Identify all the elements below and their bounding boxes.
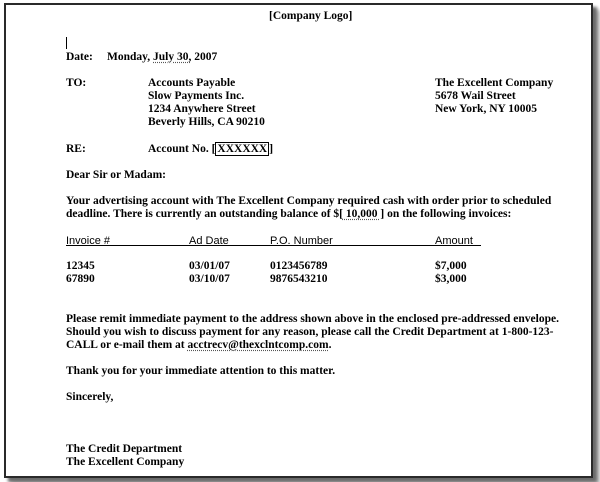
body-paragraph-2-line-3: CALL or e-mail them at acctrecv@thexclntcomp.com. (66, 339, 332, 351)
sender-line-3: New York, NY 10005 (435, 103, 538, 115)
account-reference: Account No. [ XXXXXX ] (148, 143, 274, 155)
table-row-2-po-number: 9876543210 (270, 273, 328, 285)
table-header-invoice: Invoice # (66, 235, 111, 247)
table-row-1-amount: $7,000 (435, 260, 467, 272)
email-address: acctrecv@thexclntcomp.com (187, 339, 329, 351)
balance-amount: 10,000 (342, 208, 381, 220)
text-cursor (66, 37, 67, 49)
re-label: RE: (66, 143, 86, 155)
body-paragraph-1-line-1: Your advertising account with The Excellent Company required cash with order prior to scheduled (66, 195, 552, 207)
body-paragraph-2-line-2: Should you wish to discuss payment for any reason, please call the Credit Department at 1-800-123- (66, 326, 554, 338)
table-row-2-amount: $3,000 (435, 273, 467, 285)
company-logo-placeholder: [Company Logo] (269, 10, 353, 22)
table-row-1-invoice: 12345 (66, 260, 95, 272)
to-label: TO: (66, 77, 87, 89)
date-month-day: July 30, (153, 51, 192, 63)
salutation: Dear Sir or Madam: (66, 169, 166, 181)
body-paragraph-2-line-1: Please remit immediate payment to the address shown above in the enclosed pre-addressed envelope. (66, 313, 559, 325)
table-row-1-ad-date: 03/01/07 (189, 260, 230, 272)
table-row-1-po-number: 0123456789 (270, 260, 328, 272)
signature-line-2: The Excellent Company (66, 456, 185, 468)
table-header-po-number: P.O. Number (270, 235, 333, 247)
date-value: Monday, July 30, 2007 (107, 51, 218, 63)
table-header-rule (66, 245, 481, 246)
recipient-line-4: Beverly Hills, CA 90210 (148, 116, 265, 128)
table-row-2-ad-date: 03/10/07 (189, 273, 230, 285)
date-label: Date: (66, 51, 93, 63)
recipient-line-1: Accounts Payable (148, 77, 236, 89)
closing-salutation: Sincerely, (66, 391, 114, 403)
account-number-field: XXXXXX (217, 143, 268, 155)
table-header-amount: Amount (435, 235, 473, 247)
signature-line-1: The Credit Department (66, 443, 183, 455)
recipient-line-2: Slow Payments Inc. (148, 90, 245, 102)
table-row-2-invoice: 67890 (66, 273, 95, 285)
recipient-line-3: 1234 Anywhere Street (148, 103, 256, 115)
body-paragraph-1-line-2: deadline. There is currently an outstanding balance of $[ 10,000 ] on the following invoices: (66, 208, 512, 220)
table-header-ad-date: Ad Date (189, 235, 229, 247)
closing-note: Thank you for your immediate attention to this matter. (66, 365, 336, 377)
sender-line-1: The Excellent Company (435, 77, 554, 89)
sender-line-2: 5678 Wail Street (435, 90, 516, 102)
